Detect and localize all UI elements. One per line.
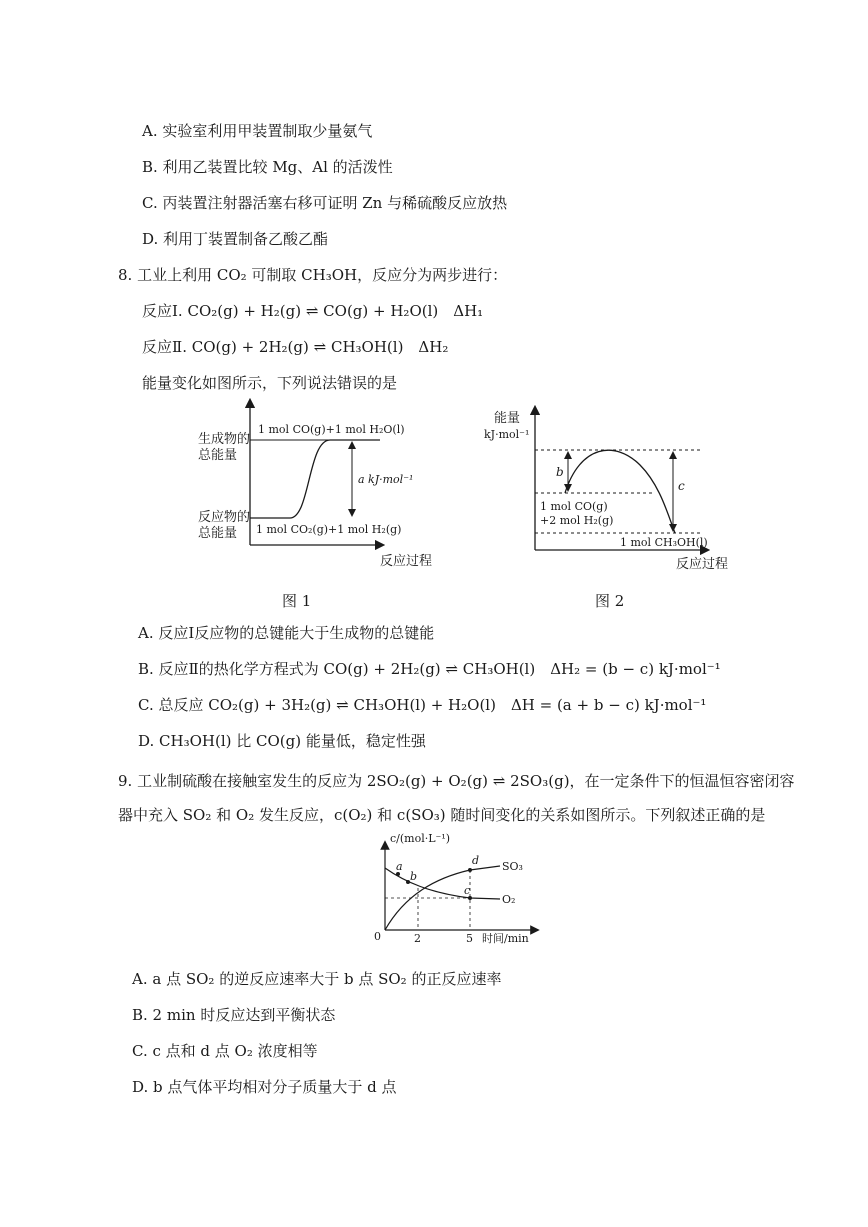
q8-reaction-2: 反应Ⅱ. CO(g) + 2H₂(g) ⇌ CH₃OH(l) ΔH₂	[142, 338, 449, 356]
fig2-ylabel-2: kJ·mol⁻¹	[484, 428, 530, 441]
q8-reaction-1: 反应Ⅰ. CO₂(g) + H₂(g) ⇌ CO(g) + H₂O(l) ΔH₁	[142, 302, 484, 320]
q9-stem-1: 9. 工业制硫酸在接触室发生的反应为 2SO₂(g) + O₂(g) ⇌ 2SO₃(g)，在一定条件下的恒温恒容密闭容	[118, 772, 795, 790]
q8-option-d: D. CH₃OH(l) 比 CO(g) 能量低，稳定性强	[138, 732, 426, 750]
q9-option-a: A. a 点 SO₂ 的逆反应速率大于 b 点 SO₂ 的正反应速率	[132, 970, 502, 988]
q9-tick-5: 5	[466, 932, 473, 945]
fig1-reactant-label-1: 反应物的	[198, 510, 251, 525]
fig2-reactant-1: 1 mol CO(g)	[540, 500, 608, 513]
fig2-xlabel: 反应过程	[676, 557, 729, 572]
q7-option-a: A. 实验室利用甲装置制取少量氨气	[142, 122, 373, 140]
q9-xlabel: 时间/min	[482, 932, 529, 945]
q9-tick-2: 2	[414, 932, 421, 945]
q9-ylabel: c/(mol·L⁻¹)	[390, 832, 451, 845]
q9-label-d: d	[472, 854, 480, 867]
fig2-product: 1 mol CH₃OH(l)	[620, 536, 708, 549]
q9-option-c: C. c 点和 d 点 O₂ 浓度相等	[132, 1042, 318, 1060]
fig1-product-label-2: 总能量	[198, 448, 238, 463]
q8-prompt: 能量变化如图所示，下列说法错误的是	[142, 374, 398, 392]
figure-1	[190, 395, 440, 575]
figure-2	[480, 400, 740, 580]
fig1-reactant-species: 1 mol CO₂(g)+1 mol H₂(g)	[256, 523, 402, 536]
q9-graph-svg	[360, 830, 560, 955]
fig2-label-c: c	[678, 479, 685, 493]
q9-series-o2: O₂	[502, 893, 516, 906]
q8-option-b: B. 反应Ⅱ的热化学方程式为 CO(g) + 2H₂(g) ⇌ CH₃OH(l) ΔH₂ = (b − c) kJ·mol⁻¹	[138, 660, 721, 678]
fig1-delta-label: a kJ·mol⁻¹	[358, 473, 414, 486]
q9-stem-2: 器中充入 SO₂ 和 O₂ 发生反应，c(O₂) 和 c(SO₃) 随时间变化的关系如图所示。下列叙述正确的是	[118, 806, 766, 824]
q9-option-b: B. 2 min 时反应达到平衡状态	[132, 1006, 336, 1024]
q8-option-a: A. 反应Ⅰ反应物的总键能大于生成物的总键能	[138, 624, 435, 642]
fig1-caption: 图 1	[282, 592, 312, 610]
q9-label-c: c	[464, 884, 471, 897]
fig2-ylabel-1: 能量	[494, 411, 521, 426]
q9-graph	[360, 830, 560, 955]
q7-option-b: B. 利用乙装置比较 Mg、Al 的活泼性	[142, 158, 393, 176]
fig1-product-species: 1 mol CO(g)+1 mol H₂O(l)	[258, 423, 405, 436]
q9-series-so3: SO₃	[502, 860, 523, 873]
figure-2-svg	[480, 400, 740, 580]
q9-option-d: D. b 点气体平均相对分子质量大于 d 点	[132, 1078, 397, 1096]
q9-origin: 0	[374, 930, 381, 943]
fig1-reactant-label-2: 总能量	[198, 526, 238, 541]
fig2-reactant-2: +2 mol H₂(g)	[540, 514, 614, 527]
q8-option-c: C. 总反应 CO₂(g) + 3H₂(g) ⇌ CH₃OH(l) + H₂O(l) ΔH = (a + b − c) kJ·mol⁻¹	[138, 696, 707, 714]
fig1-xlabel: 反应过程	[380, 554, 433, 569]
fig2-label-b: b	[556, 465, 564, 479]
fig1-product-label-1: 生成物的	[198, 432, 251, 447]
q9-label-b: b	[410, 870, 418, 883]
q9-label-a: a	[396, 860, 403, 873]
q7-option-c: C. 丙装置注射器活塞右移可证明 Zn 与稀硫酸反应放热	[142, 194, 508, 212]
q9-point-d	[468, 868, 472, 872]
q7-option-d: D. 利用丁装置制备乙酸乙酯	[142, 230, 329, 248]
q8-stem: 8. 工业上利用 CO₂ 可制取 CH₃OH，反应分为两步进行：	[118, 266, 508, 284]
fig2-caption: 图 2	[595, 592, 625, 610]
figure-1-svg	[190, 395, 440, 575]
